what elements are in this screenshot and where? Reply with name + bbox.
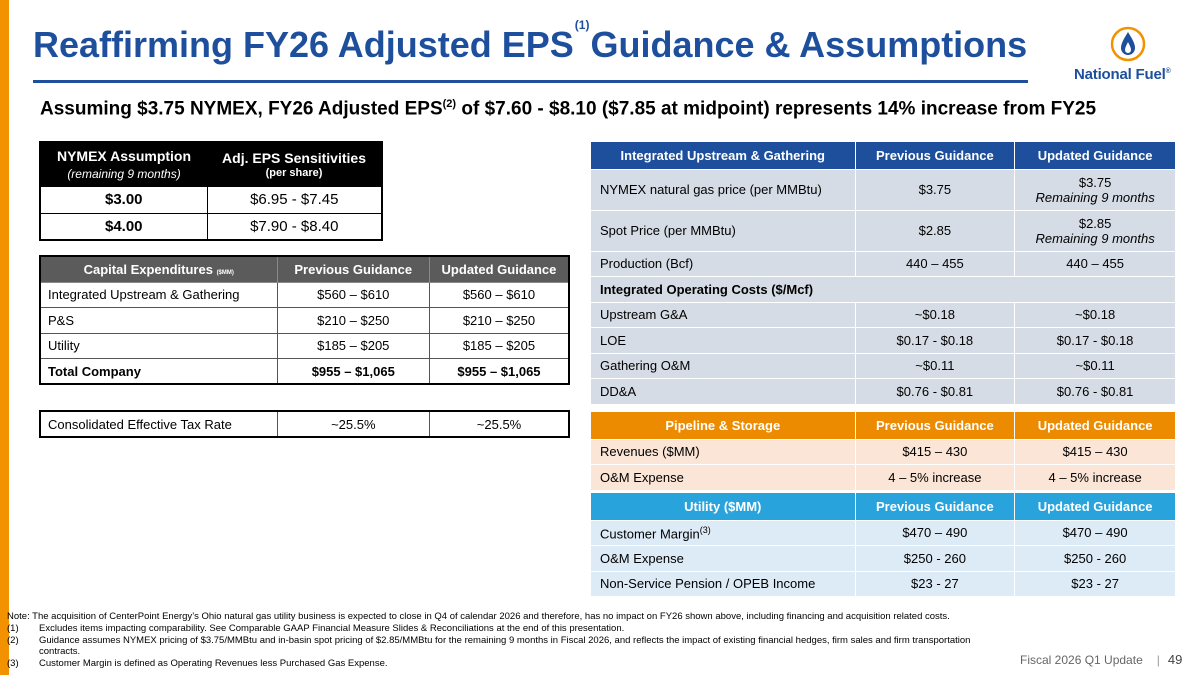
title-underline [33,80,1028,83]
general-note: Note: The acquisition of CenterPoint Energy’s Ohio natural gas utility business is expected to close in Q4 of calendar 2026 and therefore, has no impact on FY26 shown above, including financing and acquisition related costs. [7,611,950,622]
nymex-sensitivity-table [39,141,383,241]
updated-value: $250 - 260 [1015,546,1176,572]
previous-value: ~25.5% [277,411,429,437]
table-row [40,308,569,334]
tax-rate-table [39,410,570,438]
footer-separator: | [1156,653,1160,667]
table-header-row [591,142,1176,169]
previous-value: $250 - 260 [855,546,1015,572]
row-label: Utility [40,333,277,359]
row-label: Gathering O&M [591,353,856,379]
footnote-item: (2) Guidance assumes NYMEX pricing of $3.75/MMBtu and in-basin spot pricing of $2.85/MMBtu for the remaining 9 months in Fiscal 2026, and reflects the impact of existing financial hedges, firm sales and firm transportation contracts. [7,634,971,658]
company-logo [1070,26,1190,86]
previous-guidance-header: Previous Guidance [855,412,1015,439]
updated-guidance-header: Updated Guidance [429,256,569,282]
updated-guidance-header: Updated Guidance [1015,142,1176,169]
page-number: 49 [1167,652,1183,667]
updated-guidance-header: Updated Guidance [1015,412,1176,439]
updated-value: $3.75 Remaining 9 months [1015,169,1176,210]
updated-value: $955 – $1,065 [429,359,569,385]
row-label: O&M Expense [591,546,856,572]
table-section-row [591,277,1176,303]
row-label: Non-Service Pension / OPEB Income [591,571,856,597]
upstream-gathering-table [590,142,1176,405]
previous-value: $470 – 490 [855,520,1015,546]
table-header-row [591,493,1176,520]
row-label: Consolidated Effective Tax Rate [40,411,277,437]
section-label: Integrated Operating Costs ($/Mcf) [591,277,1176,303]
utility-table [590,493,1176,597]
table-row [40,186,382,213]
table-row [591,169,1176,210]
previous-guidance-header: Previous Guidance [277,256,429,282]
updated-value: $0.17 - $0.18 [1015,328,1176,354]
previous-guidance-header: Previous Guidance [855,142,1015,169]
previous-value: $560 – $610 [277,282,429,308]
previous-value: $955 – $1,065 [277,359,429,385]
previous-value: $0.76 - $0.81 [855,379,1015,405]
slide-footer [1020,652,1182,667]
row-label: Customer Margin$^{(3)}$ [591,520,856,546]
previous-value: $210 – $250 [277,308,429,334]
pipeline-storage-table [590,412,1176,491]
updated-value: $23 - 27 [1015,571,1176,597]
table-row [591,210,1176,251]
updated-value: $210 – $250 [429,308,569,334]
footnote-item: (3) Customer Margin is defined as Operating Revenues less Purchased Gas Expense. [7,658,388,670]
upstream-header-cell: Integrated Upstream & Gathering [591,142,856,169]
row-label: DD&A [591,379,856,405]
eps-header-cell: Adj. EPS Sensitivities (per share) [207,142,382,186]
page-title: Reaffirming FY26 Adjusted EPS$^{(1)}$Guidance & Assumptions [33,18,1028,65]
page-subtitle: Assuming $3.75 NYMEX, FY26 Adjusted EPS$^{(2)}$ of $7.60 - $8.10 ($7.85 at midpoint) represents 14% increase from FY25 [40,98,1097,120]
previous-guidance-header: Previous Guidance [855,493,1015,520]
row-label: NYMEX natural gas price (per MMBtu) [591,169,856,210]
row-label: Spot Price (per MMBtu) [591,210,856,251]
table-row [591,251,1176,277]
table-header-row [591,412,1176,439]
updated-value: ~$0.11 [1015,353,1176,379]
row-label: Integrated Upstream & Gathering [40,282,277,308]
previous-value: $0.17 - $0.18 [855,328,1015,354]
updated-value: 4 – 5% increase [1015,465,1176,491]
previous-value: $415 – 430 [855,439,1015,465]
nymex-price-cell: $4.00 [40,213,207,240]
table-row [591,302,1176,328]
table-header-row [40,142,382,186]
footer-label: Fiscal 2026 Q1 Update [1020,653,1143,667]
table-row [591,353,1176,379]
nymex-price-cell: $3.00 [40,186,207,213]
updated-value: ~$0.18 [1015,302,1176,328]
updated-value: ~25.5% [430,411,569,437]
row-label: P&S [40,308,277,334]
updated-value: $0.76 - $0.81 [1015,379,1176,405]
updated-guidance-header: Updated Guidance [1015,493,1176,520]
previous-value: $185 – $205 [277,333,429,359]
row-label: Total Company [40,359,277,385]
previous-value: $23 - 27 [855,571,1015,597]
updated-value: $415 – 430 [1015,439,1176,465]
row-label: Production (Bcf) [591,251,856,277]
logo-wordmark: National Fuel® [1074,66,1171,83]
capex-table [39,255,570,385]
table-row [591,379,1176,405]
table-row [40,213,382,240]
nymex-header-cell: NYMEX Assumption (remaining 9 months) [40,142,207,186]
footnotes [7,611,1037,670]
table-row [591,571,1176,597]
pipeline-header-cell: Pipeline & Storage [591,412,856,439]
flame-drop-icon [1110,26,1146,62]
table-row [40,282,569,308]
table-row-total [40,359,569,385]
table-header-row [40,256,569,282]
previous-value: 4 – 5% increase [855,465,1015,491]
row-label: O&M Expense [591,465,856,491]
table-row [591,520,1176,546]
updated-value: $185 – $205 [429,333,569,359]
row-label: LOE [591,328,856,354]
previous-value: $2.85 [855,210,1015,251]
updated-value: $470 – 490 [1015,520,1176,546]
row-label: Upstream G&A [591,302,856,328]
table-row [40,411,569,437]
updated-value: $2.85 Remaining 9 months [1015,210,1176,251]
table-row [591,546,1176,572]
previous-value: ~$0.18 [855,302,1015,328]
table-row [591,328,1176,354]
previous-value: ~$0.11 [855,353,1015,379]
previous-value: $3.75 [855,169,1015,210]
capex-header-cell: Capital Expenditures ($MM) [40,256,277,282]
utility-header-cell: Utility ($MM) [591,493,856,520]
table-row [40,333,569,359]
table-row [591,439,1176,465]
eps-range-cell: $6.95 - $7.45 [207,186,382,213]
table-row [591,465,1176,491]
footnote-item: (1) Excludes items impacting comparability. See Comparable GAAP Financial Measure Slides & Reconciliations at the end of this presentation. [7,622,625,634]
updated-value: $560 – $610 [429,282,569,308]
row-label: Revenues ($MM) [591,439,856,465]
previous-value: 440 – 455 [855,251,1015,277]
updated-value: 440 – 455 [1015,251,1176,277]
eps-range-cell: $7.90 - $8.40 [207,213,382,240]
left-accent-bar [0,0,9,675]
